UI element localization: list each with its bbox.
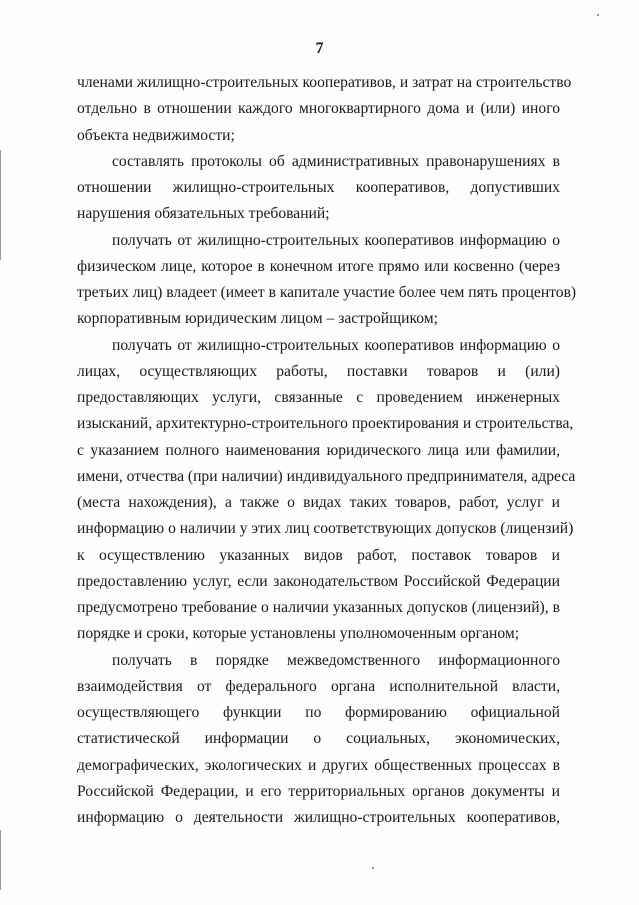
text-line: демографических, экологических и других общественных процессах в	[77, 756, 560, 774]
text-line: взаимодействия от федерального органа исполнительной власти,	[77, 677, 560, 695]
text-line: членами жилищно-строительных кооперативов, и затрат на строительство	[77, 74, 572, 91]
text-line: с указанием полного наименования юридического лица или фамилии,	[77, 441, 560, 459]
text-line: к осуществлению указанных видов работ, поставок товаров и	[77, 546, 560, 564]
page-number: 7	[315, 40, 324, 57]
text-line: предусмотрено требование о наличии указанных допусков (лицензий), в	[77, 599, 560, 616]
text-line: корпоративным юридическим лицом – застройщиком;	[77, 310, 438, 328]
document-body	[77, 70, 577, 831]
text-line: (места нахождения), а также о видах таких товаров, работ, услуг и	[77, 494, 560, 511]
paragraph	[77, 149, 560, 228]
text-line: физическом лице, которое в конечном итоге прямо или косвенно (через	[77, 257, 560, 275]
scan-edge-mark	[0, 830, 1, 890]
scan-speck	[372, 867, 374, 869]
scan-edge-mark	[0, 150, 1, 260]
paragraph	[77, 333, 576, 648]
text-line: третьих лиц) владеет (имеет в капитале участие более чем пять процентов)	[77, 284, 577, 301]
text-line: отношении жилищно-строительных кооперативов, допустивших	[77, 179, 560, 196]
text-line: получать от жилищно-строительных кооперативов информацию о	[112, 231, 560, 249]
text-line: получать от жилищно-строительных кооперативов информацию о	[112, 336, 560, 354]
text-line: предоставлению услуг, если законодательством Российской Федерации	[77, 572, 560, 590]
paragraph	[77, 228, 577, 333]
text-line: нарушения обязательных требований;	[77, 205, 330, 223]
scan-speck	[597, 14, 599, 16]
paragraph	[77, 70, 572, 149]
text-line: Российской Федерации, и его территориальных органов документы и	[77, 782, 560, 800]
text-line: порядке и сроки, которые установлены уполномоченным органом;	[77, 625, 520, 643]
text-line: осуществляющего функции по формированию официальной	[77, 704, 560, 721]
text-line: изысканий, архитектурно-строительного проектирования и строительства,	[77, 415, 574, 433]
text-line: имени, отчества (при наличии) индивидуального предпринимателя, адреса	[77, 467, 576, 485]
text-line: получать в порядке межведомственного информационного	[112, 651, 560, 669]
text-line: информацию о деятельности жилищно-строительных кооперативов,	[77, 809, 560, 826]
text-line: объекта недвижимости;	[77, 126, 235, 144]
text-line: отдельно в отношении каждого многоквартирного дома и (или) иного	[77, 100, 560, 118]
text-line: информацию о наличии у этих лиц соответствующих допусков (лицензий)	[77, 520, 574, 538]
paragraph	[77, 648, 560, 832]
text-line: статистической информации о социальных, экономических,	[77, 730, 560, 748]
text-line: лицах, осуществляющих работы, поставки товаров и (или)	[77, 362, 560, 380]
text-line: составлять протоколы об административных правонарушениях в	[112, 152, 560, 170]
text-line: предоставляющих услуги, связанные с проведением инженерных	[77, 389, 560, 406]
